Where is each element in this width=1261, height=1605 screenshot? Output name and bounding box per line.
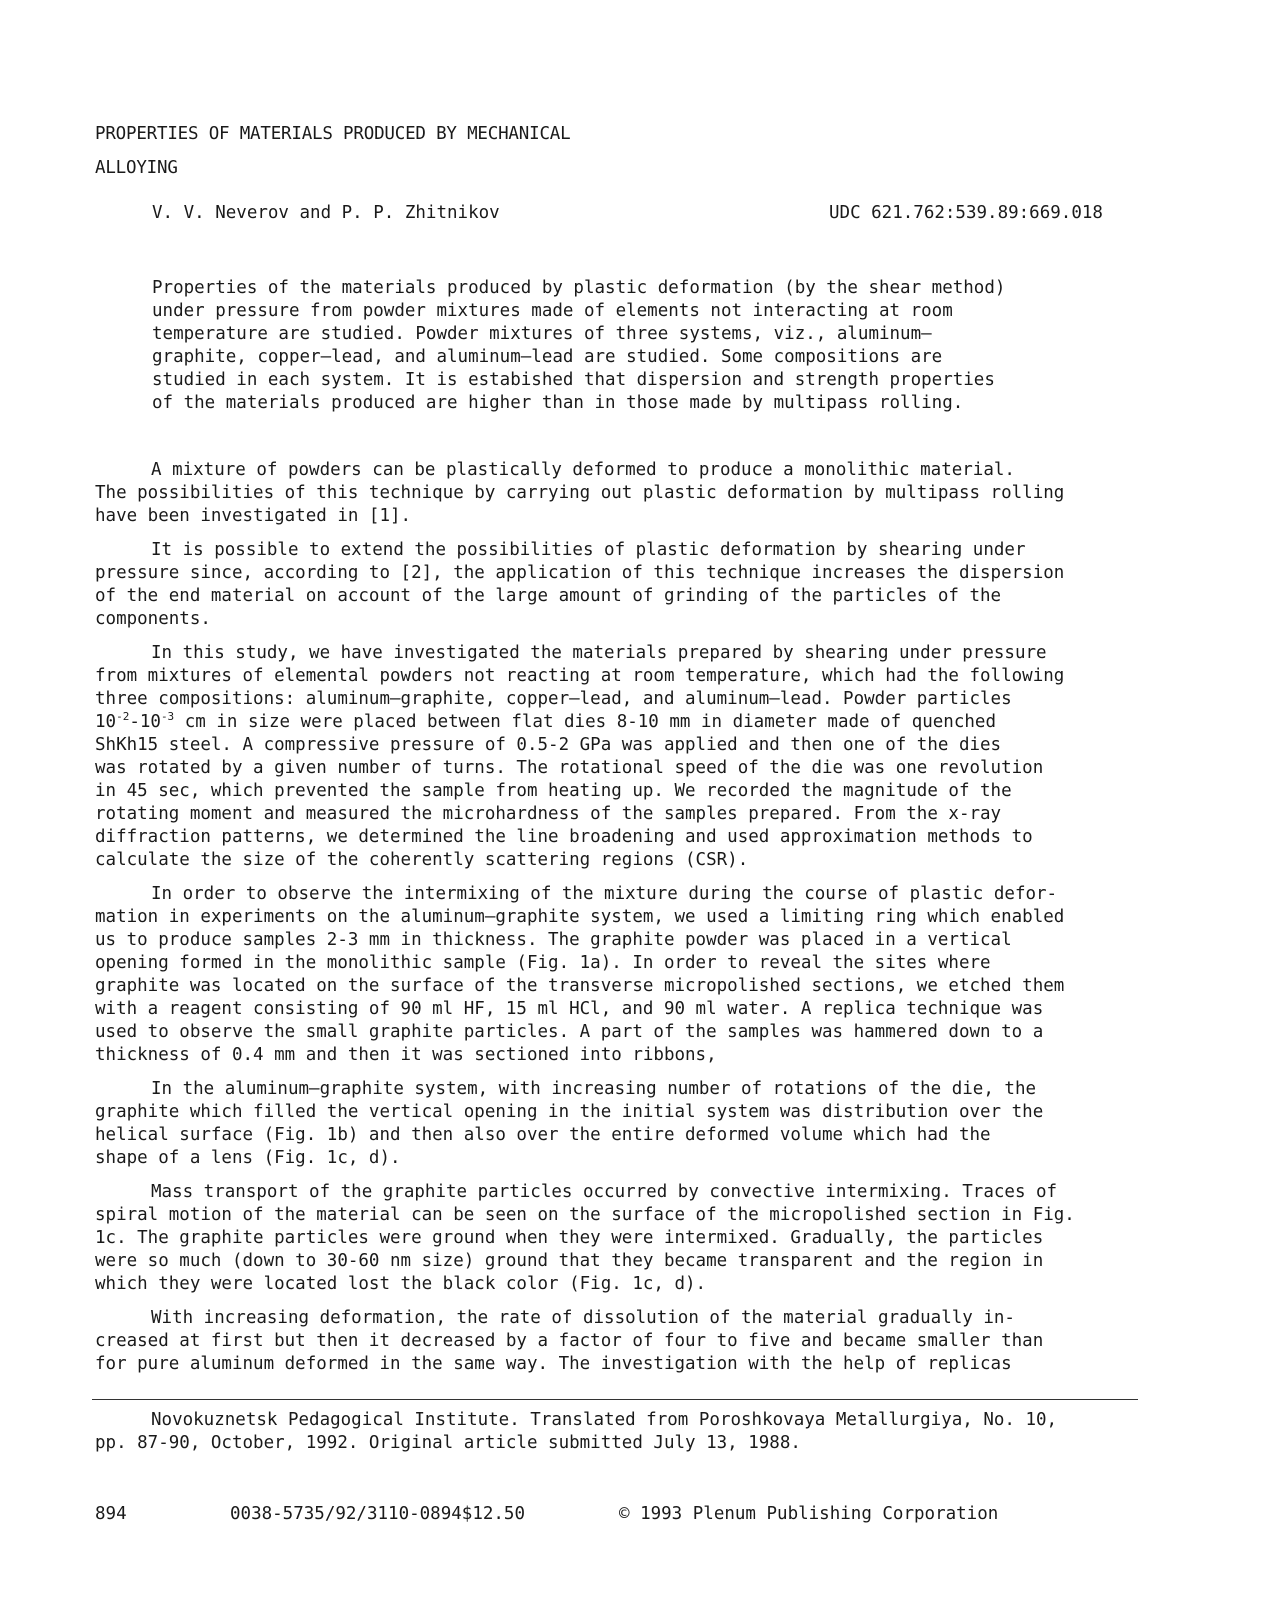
copyright-notice: © 1993 Plenum Publishing Corporation [619, 1504, 999, 1524]
paragraph-line [95, 711, 1155, 734]
abstract [152, 277, 1087, 415]
authors: V. V. Neverov and P. P. Zhitnikov [152, 203, 500, 223]
abstract-line: Properties of the materials produced by plastic deformation (by the shear method) [152, 278, 1006, 298]
line-segment: cm in size were placed between flat dies 8-10 mm in diameter made of quenched [174, 712, 996, 732]
paragraph-line: graphite was located on the surface of the transverse micropolished sections, we etched them [95, 976, 1065, 996]
paragraph-line: helical surface (Fig. 1b) and then also over the entire deformed volume which had the [95, 1125, 991, 1145]
paragraph-line: spiral motion of the material can be seen on the surface of the micropolished section in Fig. [95, 1205, 1075, 1225]
paragraph-line: mation in experiments on the aluminum—graphite system, we used a limiting ring which enabled [95, 907, 1065, 927]
body-paragraph [95, 539, 1155, 631]
paragraph-line: used to observe the small graphite particles. A part of the samples was hammered down to a [95, 1022, 1044, 1042]
page-number: 894 [95, 1504, 127, 1524]
paragraph-line: thickness of 0.4 mm and then it was sectioned into ribbons, [95, 1045, 717, 1065]
abstract-line: temperature are studied. Powder mixtures of three systems, viz., aluminum— [152, 324, 932, 344]
body-paragraph [95, 642, 1155, 872]
line-segment: 10 [95, 712, 117, 732]
paragraph-line: us to produce samples 2-3 mm in thickness. The graphite powder was placed in a vertical [95, 930, 1012, 950]
paragraph-line: components. [95, 609, 211, 629]
paragraph-line: calculate the size of the coherently scattering regions (CSR). [95, 850, 749, 870]
paragraph-line: ShKh15 steel. A compressive pressure of 0.5-2 GPa was applied and then one of the dies [95, 735, 1002, 755]
paragraph-line: shape of a lens (Fig. 1c, d). [95, 1148, 401, 1168]
paragraph-line: have been investigated in [1]. [95, 506, 412, 526]
article-title-line-1: PROPERTIES OF MATERIALS PRODUCED BY MECHANICAL [95, 124, 571, 144]
publication-code: 0038-5735/92/3110-0894$12.50 [230, 1504, 526, 1524]
paragraph-line: 1c. The graphite particles were ground when they were intermixed. Gradually, the particles [95, 1228, 1044, 1248]
abstract-line: graphite, copper—lead, and aluminum—lead are studied. Some compositions are [152, 347, 943, 367]
paragraph-line: opening formed in the monolithic sample (Fig. 1a). In order to reveal the sites where [95, 953, 991, 973]
paragraph-line: In the aluminum—graphite system, with increasing number of rotations of the die, the [151, 1079, 1037, 1099]
body-paragraph [95, 1078, 1155, 1170]
paragraph-line: was rotated by a given number of turns. The rotational speed of the die was one revolution [95, 758, 1044, 778]
paragraph-line: Mass transport of the graphite particles occurred by convective intermixing. Traces of [151, 1182, 1058, 1202]
udc-code: UDC 621.762:539.89:669.018 [829, 203, 1103, 223]
paragraph-line: diffraction patterns, we determined the line broadening and used approximation methods to [95, 827, 1033, 847]
line-segment: -10 [129, 712, 161, 732]
paragraph-line: of the end material on account of the large amount of grinding of the particles of the [95, 586, 1002, 606]
paragraph-line: in 45 sec, which prevented the sample from heating up. We recorded the magnitude of the [95, 781, 1012, 801]
paragraph-line: With increasing deformation, the rate of dissolution of the material gradually in- [151, 1308, 1015, 1328]
paragraph-line: creased at first but then it decreased by a factor of four to five and became smaller than [95, 1331, 1044, 1351]
paragraph-line: It is possible to extend the possibilities of plastic deformation by shearing under [151, 540, 1026, 560]
paragraph-line: rotating moment and measured the microhardness of the samples prepared. From the x-ray [95, 804, 1002, 824]
footnote-divider [92, 1399, 1138, 1400]
paragraph-line: were so much (down to 30-60 nm size) ground that they became transparent and the region in [95, 1251, 1044, 1271]
footnote-line: pp. 87-90, October, 1992. Original article submitted July 13, 1988. [95, 1433, 801, 1453]
exponent: -2 [116, 710, 130, 723]
paragraph-line: with a reagent consisting of 90 ml HF, 15 ml HCl, and 90 ml water. A replica technique was [95, 999, 1044, 1019]
footnote [95, 1409, 1057, 1455]
body-paragraph [95, 1307, 1155, 1376]
abstract-line: under pressure from powder mixtures made of elements not interacting at room [152, 301, 953, 321]
body-paragraph [95, 883, 1155, 1067]
body-paragraph [95, 1181, 1155, 1296]
paragraph-line: three compositions: aluminum—graphite, copper—lead, and aluminum—lead. Powder particles [95, 689, 1012, 709]
paragraph-line: The possibilities of this technique by carrying out plastic deformation by multipass rolling [95, 483, 1065, 503]
exponent: -3 [160, 710, 175, 723]
paragraph-line: A mixture of powders can be plastically deformed to produce a monolithic material. [151, 460, 1015, 480]
paragraph-line: graphite which filled the vertical opening in the initial system was distribution over the [95, 1102, 1044, 1122]
abstract-line: of the materials produced are higher than in those made by multipass rolling. [152, 393, 964, 413]
paragraph-line: which they were located lost the black color (Fig. 1c, d). [95, 1274, 707, 1294]
paragraph-line: In this study, we have investigated the materials prepared by shearing under pressure [151, 643, 1047, 663]
footnote-line: Novokuznetsk Pedagogical Institute. Translated from Poroshkovaya Metallurgiya, No. 10, [151, 1410, 1058, 1430]
paragraph-line: from mixtures of elemental powders not reacting at room temperature, which had the following [95, 666, 1065, 686]
article-title-line-2: ALLOYING [95, 158, 178, 178]
abstract-line: studied in each system. It is estabished that dispersion and strength properties [152, 370, 995, 390]
paragraph-line: In order to observe the intermixing of the mixture during the course of plastic defor- [151, 884, 1058, 904]
paragraph-line: pressure since, according to [2], the application of this technique increases the dispersion [95, 563, 1065, 583]
body-paragraph [95, 459, 1155, 528]
body-text [95, 459, 1155, 1387]
paragraph-line: for pure aluminum deformed in the same way. The investigation with the help of replicas [95, 1354, 1012, 1374]
